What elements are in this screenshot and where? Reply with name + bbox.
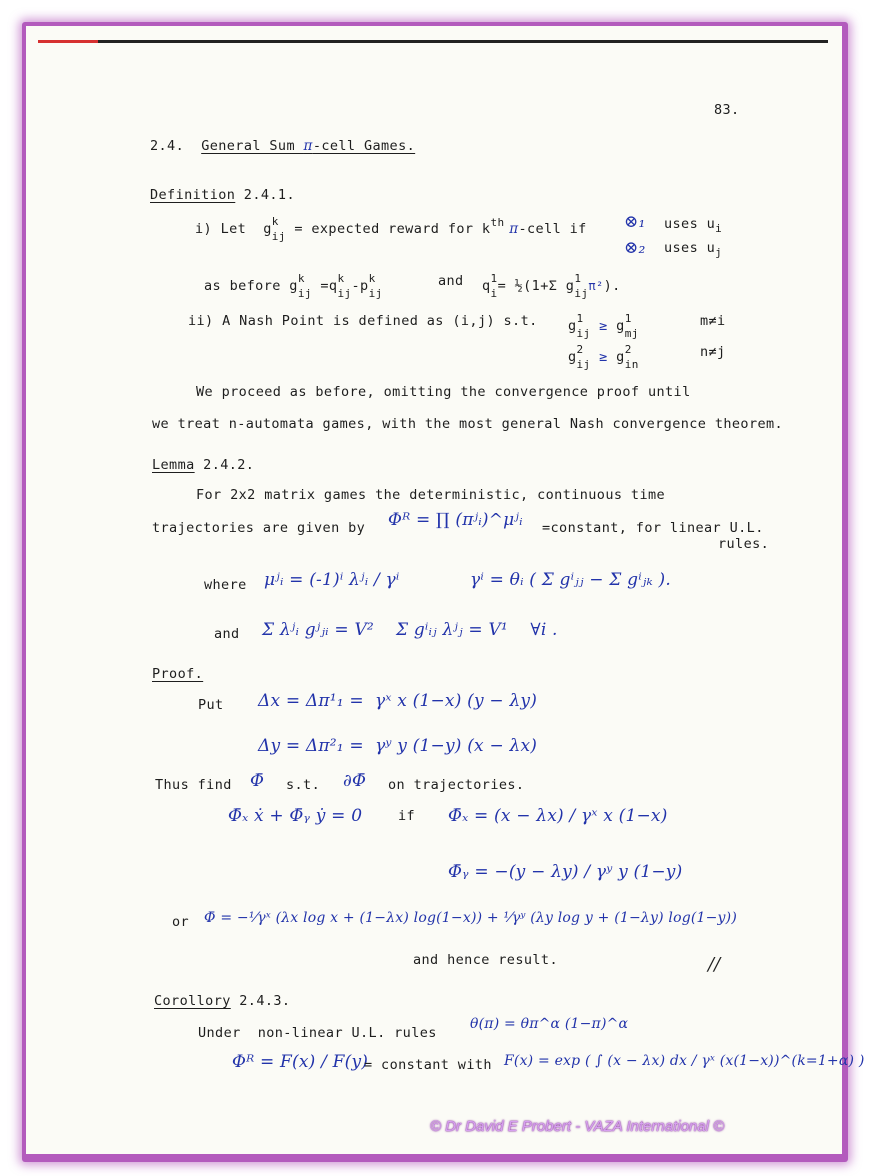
section-title — [201, 138, 415, 154]
corollary-number: 2.4.3. — [230, 993, 291, 1009]
lemma-line-1: For 2x2 matrix games the deterministic, continuous time — [196, 487, 666, 503]
phi-y-formula: Φ̄ᵧ = −(y − λy) / γʸ y (1−y) — [448, 862, 683, 882]
as-before-k3: k — [368, 272, 376, 285]
hence-result: and hence result. — [413, 952, 558, 968]
as-before-eq: =q — [311, 278, 338, 294]
and-label-1: and — [438, 273, 464, 289]
f-formula: F(x) = exp ( ∫ (x − λx) dx / γˣ (x(1−x))^(k=1+α) ) — [504, 1053, 865, 1069]
st-label: s.t. — [286, 777, 321, 793]
section-number: 2.4. — [150, 138, 185, 154]
section-heading — [150, 138, 415, 154]
lemma-line-2: trajectories are given by — [152, 520, 366, 536]
q-def-q: q — [482, 278, 491, 294]
nash-definition-text: ii) A Nash Point is defined as (i,j) s.t. — [188, 313, 538, 329]
page-number: 83. — [714, 102, 740, 118]
and-label-2: and — [214, 626, 240, 642]
nash1-g: g — [568, 318, 577, 334]
q-def-sup: 1 — [490, 272, 498, 285]
put-label: Put — [198, 697, 224, 713]
q-def-sup2: 1 — [574, 272, 582, 285]
paragraph-line-2: we treat n-automata games, with the most general Nash convergence theorem. — [152, 416, 784, 432]
def-i-th: th — [490, 216, 505, 229]
corollary-label: Corollory — [154, 993, 231, 1009]
nash-condition-2 — [568, 344, 639, 370]
nash2-sup-l: 2 — [576, 343, 584, 356]
thus-find-label: Thus find — [155, 777, 232, 793]
sum-formula-2: Σ gⁱᵢⱼ λʲⱼ = V¹ ∀i . — [396, 620, 558, 640]
theta-formula: θ(π) = θπ^α (1−π)^α — [470, 1016, 629, 1032]
document-sheet — [26, 26, 842, 1154]
uses-ui — [664, 216, 722, 235]
or-label: or — [172, 914, 190, 930]
corollary-heading — [154, 993, 290, 1009]
as-before-g: as before g — [204, 278, 298, 294]
def-i-ij-sub: ij — [271, 230, 286, 243]
def-i-mid: = expected reward for k — [285, 221, 491, 237]
as-before-ij1: ij — [297, 287, 312, 300]
nash1-g-r: g — [616, 318, 625, 334]
uses-uj-text: uses u — [664, 240, 716, 256]
ode-formula: Φ̄ₓ ẋ + Φ̄ᵧ ẏ = 0 — [228, 806, 363, 826]
nash1-sub-l: ij — [576, 327, 591, 340]
q-definition — [482, 273, 621, 299]
def-i-end: -cell if — [518, 221, 587, 237]
def-i-start: i) Let g — [195, 221, 272, 237]
copyright-watermark: © Dr David E Probert - VAZA International © — [430, 1118, 725, 1135]
definition-label: Definition — [150, 187, 236, 203]
nash2-sub-l: ij — [576, 358, 591, 371]
corollary-line-1: Under non-linear U.L. rules — [198, 1025, 437, 1041]
uses-uj-sub: j — [715, 246, 723, 259]
as-before-k2: k — [337, 272, 345, 285]
uses-ui-sub: i — [715, 222, 723, 235]
lemma-line-2-end: =constant, for linear U.L. — [542, 520, 764, 536]
constant-with: = constant with — [364, 1057, 492, 1073]
as-before-line — [204, 273, 383, 299]
top-edge-line — [38, 40, 828, 43]
nash1-geq: ≥ — [590, 318, 617, 334]
as-before-k1: k — [297, 272, 305, 285]
nash1-sup-r: 1 — [624, 312, 632, 325]
mu-formula: μʲᵢ = (-1)ⁱ λʲᵢ / γⁱ — [264, 570, 400, 590]
q-def-sub2: ij — [574, 287, 589, 300]
nash2-g: g — [568, 349, 577, 365]
section-title-pi: π — [303, 138, 313, 154]
lemma-phi-formula: Φᴿ = ∏ (πʲᵢ)^μʲᵢ — [388, 510, 523, 530]
section-title-suffix: -cell Games. — [312, 138, 416, 154]
delta-x-formula: Δx = Δπ¹₁ = γˣ x (1−x) (y − λy) — [258, 691, 538, 711]
lemma-number: 2.4.2. — [194, 457, 255, 473]
nash2-geq: ≥ — [590, 349, 617, 365]
uses-ui-text: uses u — [664, 216, 716, 232]
corollary-phi-formula: Φᴿ = F(x) / F(y) — [232, 1052, 369, 1072]
definition-line-i — [195, 216, 587, 242]
automaton-2-symbol: ⊗₂ — [624, 238, 646, 258]
top-edge-red-mark — [38, 40, 98, 43]
def-i-k-sup: k — [271, 215, 279, 228]
q-def-end: ). — [603, 278, 621, 294]
if-label: if — [398, 808, 416, 824]
definition-heading — [150, 187, 295, 203]
lemma-line-3: rules. — [718, 536, 770, 552]
delta-y-formula: Δy = Δπ²₁ = γʸ y (1−y) (x − λx) — [258, 736, 538, 756]
as-before-ij3: ij — [368, 287, 383, 300]
on-trajectories: on trajectories. — [388, 777, 525, 793]
nash2-g-r: g — [616, 349, 625, 365]
proof-heading: Proof. — [152, 666, 204, 682]
q-def-rest: = ½(1+Σ g — [497, 278, 575, 294]
def-i-pi: π — [504, 221, 519, 237]
nash-cond-2-range: n≠j — [700, 344, 726, 360]
nash-condition-1 — [568, 313, 639, 339]
paragraph-line-1: We proceed as before, omitting the convergence proof until — [196, 384, 691, 400]
sum-formula-1: Σ λʲᵢ gʲⱼᵢ = V² — [262, 620, 374, 640]
nash1-sup-l: 1 — [576, 312, 584, 325]
q-def-tail: π² — [588, 279, 604, 293]
automaton-1-symbol: ⊗₁ — [624, 212, 646, 232]
section-title-prefix: General Sum — [201, 138, 304, 154]
nash2-sub-r: in — [624, 358, 639, 371]
definition-number: 2.4.1. — [235, 187, 295, 203]
dphi-symbol: ∂Φ̄ — [343, 771, 367, 791]
phi-bar-symbol: Φ̄ — [250, 771, 265, 791]
nash1-sub-r: mj — [624, 327, 639, 340]
as-before-ij2: ij — [337, 287, 352, 300]
phi-x-formula: Φ̄ₓ = (x − λx) / γˣ x (1−x) — [448, 806, 668, 826]
as-before-minus: -p — [351, 278, 369, 294]
where-label: where — [204, 577, 247, 593]
uses-uj — [664, 240, 722, 259]
phi-full-formula: Φ̄ = −¹⁄γˣ (λx log x + (1−λx) log(1−x)) + ¹⁄γʸ (λy log y + (1−λy) log(1−y)) — [204, 910, 737, 926]
nash2-sup-r: 2 — [624, 343, 632, 356]
nash-cond-1-range: m≠i — [700, 313, 726, 329]
qed-mark: // — [708, 954, 721, 975]
gamma-formula: γⁱ = θᵢ ( Σ gⁱⱼⱼ − Σ gⁱⱼₖ ). — [470, 570, 671, 590]
lemma-label: Lemma — [152, 457, 195, 473]
q-def-sub: i — [490, 287, 498, 300]
lemma-heading — [152, 457, 254, 473]
